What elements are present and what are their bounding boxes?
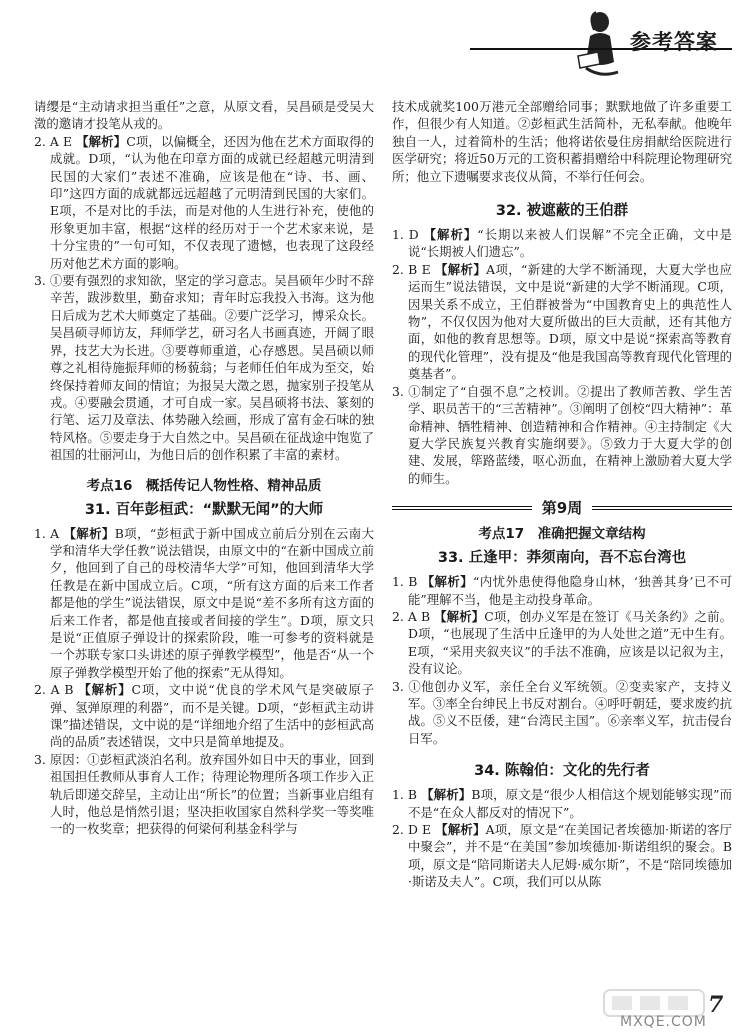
answer-text: A项，“新建的大学不断涌现，大夏大学也应运而生”说法错误，文中是说“新建的大学不断涌现。C项，因果关系不成立，王伯群被誉为“中国教育史上的典范性人物”，不仅仅因为他对大夏所做出的巨大贡献，还有其他方面，如他的教育思想等。D项，原文中是说“探索高等教育的现代化管理”，没有提及“他是我国高等教育现代化管理的奠基者”。 <box>408 261 732 382</box>
answer-text: C项，以偏概全，还因为他在艺术方面取得的成就。D项，“认为他在印章方面的成就已经超越元明清到民国的大家们”表述不准确，应该是他在“诗、书、画、印”这四方面的成就都远远超越了元明清到民国的大家们。E项，不是对比的手法，而是对他的人生进行补充，使他的形象更加丰富，根据“这样的经历对于一个艺术家来说，是十分宝贵的”一句可知，不仅表现了遗憾，也表现了这段经历对他艺术方面的影响。 <box>50 133 375 271</box>
answer-text: C项，创办义军是在签订《马关条约》之前。D项，“也展现了生活中丘逢甲的为人处世之道”无中生有。E项，“采用夹叙夹议”的手法不准确，应该是以记叙为主，没有议论。 <box>408 608 732 677</box>
reading-figure-icon <box>560 6 630 82</box>
page-title: 参考答案 <box>630 30 718 54</box>
answer-item <box>34 681 374 751</box>
answer-item: 3. ①他创办义军，亲任全台义军统领。②变卖家产，支持义军。③率全台绅民上书反对割台。④呼吁朝廷，要求废约抗战。⑤义不臣倭，建“台湾民主国”。⑥亲率义军，抗击侵台日军。 <box>392 678 732 746</box>
answer-item <box>392 786 732 821</box>
week-divider <box>392 497 732 518</box>
answer-item <box>392 821 732 891</box>
answer-item <box>34 133 374 272</box>
answer-item: 3. ①制定了“自强不息”之校训。②提出了教师苦教、学生苦学、职员苦干的“三苦精神”。③阐明了创校“四大精神”：革命精神、牺牲精神、创造精神和合作精神。④主持制定《大夏大学民族复兴教育实施纲要》。⑤致力于大夏大学的创建、发展，筚路蓝缕，呕心沥血，在精神上激励着大夏大学的师生。 <box>392 383 732 486</box>
answer-prefix: 2. D E <box>392 822 436 837</box>
analysis-tag: 【解析】 <box>78 682 132 698</box>
paragraph: 请缨是“主动请求担当重任”之意，从原文看，吴昌硕是受吴大澂的邀请才投笔从戎的。 <box>34 99 374 132</box>
answer-text: B项，原文是“很少人相信这个规划能够实现”而不是“在众人都反对的情况下”。 <box>408 787 732 820</box>
article-title-31: 31. 百年彭桓武：“默默无闻”的大师 <box>84 501 324 518</box>
watermark-text: MXQE.COM <box>620 1014 707 1030</box>
page-number: 7 <box>708 992 724 1018</box>
analysis-tag: 【解析】 <box>423 227 478 243</box>
analysis-tag: 【解析】 <box>421 574 474 590</box>
analysis-tag: 【解析】 <box>421 787 472 803</box>
analysis-tag: 【解析】 <box>76 133 127 149</box>
left-column <box>34 98 374 838</box>
answer-text: A项，原文是“在美国记者埃德加·斯诺的客厅中聚会”，并不是“在美国”参加埃德加·斯诺组织的聚会。B项，原文是“陪同斯诺夫人尼姆·威尔斯”，不是“陪同埃德加·斯诺及夫人”。C项，我们可以从陈 <box>408 822 732 890</box>
analysis-tag: 【解析】 <box>63 525 115 541</box>
answer-prefix: 2. A B <box>392 608 435 624</box>
section-heading-17: 考点17 准确把握文章结构 <box>478 526 646 543</box>
article-title-32: 32. 被遮蔽的王伯群 <box>495 203 629 220</box>
week-label: 第9周 <box>541 499 583 518</box>
right-column <box>392 98 732 891</box>
divider-line <box>592 506 732 510</box>
divider-line <box>392 506 532 510</box>
answer-item <box>392 226 732 261</box>
answer-prefix: 1. B <box>392 574 422 590</box>
answer-item <box>34 525 374 682</box>
answer-prefix: 2. A E <box>34 133 77 149</box>
answer-item <box>392 573 732 608</box>
analysis-tag: 【解析】 <box>435 822 486 837</box>
analysis-tag: 【解析】 <box>434 261 487 277</box>
answer-item: 3. 原因：①彭桓武淡泊名利。放弃国外如日中天的事业，回到祖国担任教师从事育人工作；待理论物理所各项工作步入正轨后即递交辞呈，主动让出“所长”的位置；当新事业启组有人时，他总是悄然引退；坚决拒收国家自然科学奖一等奖唯一的一枚奖章；把获得的何梁何利基金科学与 <box>34 751 374 837</box>
answer-prefix: 1. B <box>392 787 422 803</box>
article-title-34: 34. 陈翰伯：文化的先行者 <box>474 763 650 780</box>
answer-prefix: 1. D <box>392 227 424 243</box>
answer-prefix: 2. A B <box>34 682 79 698</box>
answer-prefix: 1. A <box>34 525 64 541</box>
answer-text: C项，文中说“优良的学术风气是突破原子弹、氢弹原理的利器”，而不是关键。D项，“彭桓武主动讲课”描述错误，文中说的是“详细地介绍了生活中的彭桓武高尚的品质”表述错误，文中只是简单地提及。 <box>50 682 374 750</box>
answer-item: 3. ①要有强烈的求知欲，坚定的学习意志。吴昌硕年少时不辞辛苦，跋涉数里，勤奋求知；青年时忘我投入书海。这为他日后成为艺术大师奠定了基础。②要广泛学习，博采众长。吴昌硕寻师访友，拜师学艺，研习名人书画真迹，开阔了眼界，技艺大为长进。③要尊师重道，心存感恩。吴昌硕以师尊之礼相待施振拜师的杨藐翁；与老师任伯年成为至交，始终保持着师友间的情谊；为报吴大澂之恩，抛家别子投笔从戎。④要融会贯通，才可自成一家。吴昌硕将书法、篆刻的行笔、运刀及章法、体势融入绘画，形成了富有金石味的独特风格。⑤要走身于大自然之中。吴昌硕在征战途中饱览了祖国的壮丽河山，为他日后的创作积累了丰富的素材。 <box>34 273 374 463</box>
answer-text: “内忧外患使得他隐身山林，‘独善其身’已不可能”理解不当，他是主动投身革命。 <box>408 574 733 607</box>
analysis-tag: 【解析】 <box>434 608 485 624</box>
article-title-33: 33. 丘逢甲：莽须南向，吾不忘台湾也 <box>437 550 687 567</box>
answer-item <box>392 261 732 383</box>
section-heading-16: 考点16 概括传记人物性格、精神品质 <box>86 477 322 494</box>
paragraph: 技术成就奖100万港元全部赠给同事；默默地做了许多重要工作，但很少有人知道。②彭桓武生活简朴，无私奉献。他晚年独自一人，过着简朴的生活；他将诺依曼住房捐献给医院进行医学研究；将近50万元的工资积蓄捐赠给中科院理论物理研究所；他立下遗嘱要求丧仪从简，不举行任何会。 <box>392 99 732 184</box>
page-header <box>0 0 750 82</box>
answer-text: B项，“彭桓武于新中国成立前后分别在云南大学和清华大学任教”说法错误，由原文中的“在新中国成立前夕，他回到了自己的母校清华大学”可知，他回到清华大学任教是在新中国成立后。C项，“所有这方面的后来工作者都是他的学生”说法错误，原文中是说“差不多所有这方面的后来工作者，都是他直接或者间接的学生”。D项，原文只是说“正值原子弹设计的探索阶段，唯一可参考的资料就是一个苏联专家口头讲述的原子弹教学模型”，他是否“从一个原子弹教学模型开始了他的探索”无从得知。 <box>50 525 375 680</box>
answer-text: “长期以来被人们误解”不完全正确，文中是说“长期被人们遗忘”。 <box>408 227 733 260</box>
answer-item <box>392 608 732 678</box>
answer-prefix: 2. B E <box>392 261 435 277</box>
